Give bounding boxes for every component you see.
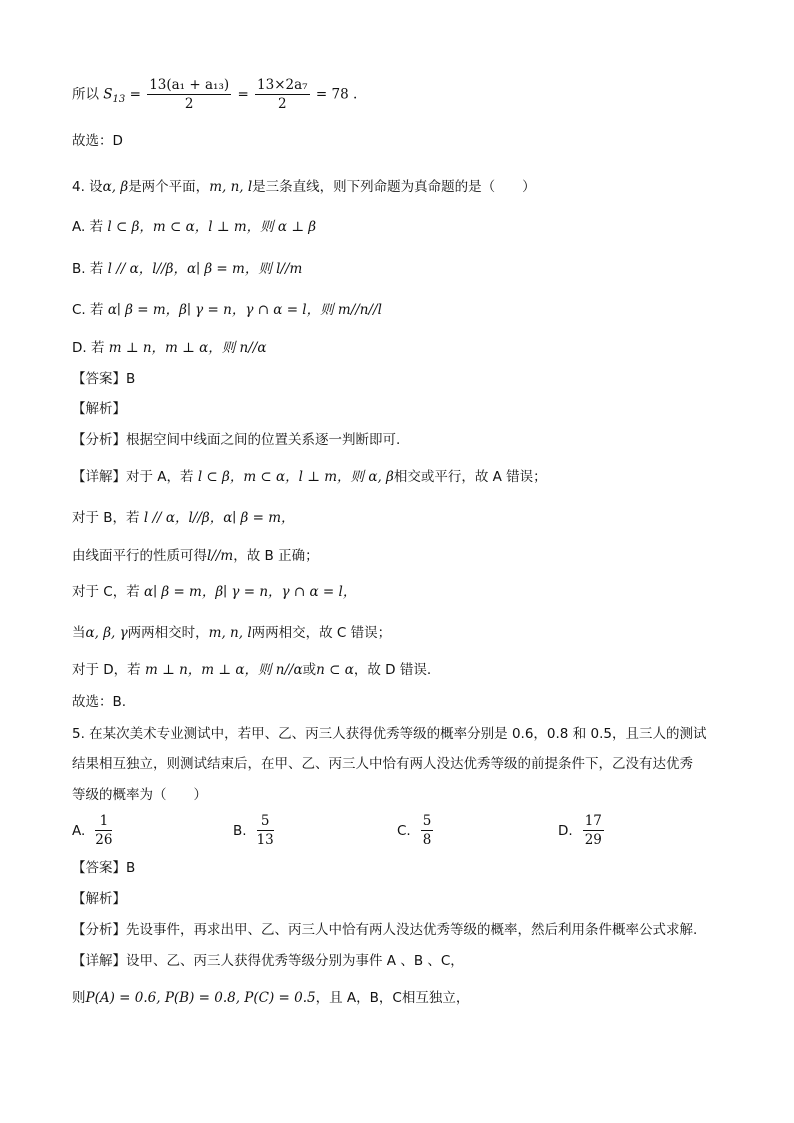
result-value: = 78 . xyxy=(315,86,358,103)
q5-analysis-tag: 【解析】 xyxy=(72,891,126,907)
q4-detail-b: 对于 B，若 l // α，l//β，α∣ β = m， xyxy=(72,510,295,526)
q5-fenxi: 【分析】先设事件，再求出甲、乙、丙三人中恰有两人没达优秀等级的概率，然后利用条件概率公式求解. xyxy=(72,922,698,938)
q5-answer: 【答案】B xyxy=(72,860,136,876)
sum-subscript: 13 xyxy=(112,94,126,106)
q4-option-d: D. 若 m ⊥ n，m ⊥ α，则 n//α xyxy=(72,340,267,356)
prev-answer: 故选：D xyxy=(72,133,123,149)
q4-final: 故选：B. xyxy=(72,694,127,710)
prev-sum-line xyxy=(72,76,357,113)
q5-detail2: 则P(A) = 0.6, P(B) = 0.8, P(C) = 0.5，且 A，B，C相互独立， xyxy=(72,990,470,1006)
sum-symbol: S xyxy=(103,86,113,103)
q5-option-d: D. $\frac{17}{29}$ xyxy=(558,813,602,848)
q4-detail-d: 对于 D，若 m ⊥ n，m ⊥ α，则 n//α或n ⊂ α，故 D 错误. xyxy=(72,662,432,678)
q4-detail-c: 对于 C，若 α∣ β = m，β∣ γ = n，γ ∩ α = l， xyxy=(72,584,357,600)
fraction-2: $\frac{\text{13×2a₇}}{2}$ xyxy=(257,77,308,112)
q4-option-c: C. 若 α∣ β = m，β∣ γ = n，γ ∩ α = l，则 m//n//l xyxy=(72,302,382,318)
q4-stem: 4. 设α, β是两个平面，m, n, l是三条直线，则下列命题为真命题的是（ ） xyxy=(72,179,536,195)
q4-answer: 【答案】B xyxy=(72,371,136,387)
q5-detail: 【详解】设甲、乙、丙三人获得优秀等级分别为事件 A 、B 、C， xyxy=(72,953,464,969)
q5-options xyxy=(72,812,722,852)
q5-stem-line1: 5. 在某次美术专业测试中，若甲、乙、丙三人获得优秀等级的概率分别是 0.6，0.8 和 0.5，且三人的测试 xyxy=(72,726,707,742)
fraction-1: $\frac{\text{13(a₁ + a₁₃)}}{2}$ xyxy=(149,77,230,112)
q5-stem-line2: 结果相互独立，则测试结束后，在甲、乙、丙三人中恰有两人没达优秀等级的前提条件下，乙没有达优秀 xyxy=(72,756,693,772)
equals-sign: = xyxy=(237,86,249,103)
prefix-text: 所以 xyxy=(72,86,99,103)
q5-stem-line3: 等级的概率为（ ） xyxy=(72,787,207,803)
q4-detail-b2: 由线面平行的性质可得l//m，故 B 正确； xyxy=(72,548,319,564)
q4-analysis-tag: 【解析】 xyxy=(72,401,126,417)
q5-option-a: A. $\frac{1}{26}$ xyxy=(72,813,113,848)
equals-sign: = xyxy=(129,86,141,103)
q5-option-c: C. $\frac{5}{8}$ xyxy=(397,813,432,848)
q5-option-b: B. $\frac{5}{13}$ xyxy=(233,813,274,848)
q4-detail-c2: 当α, β, γ两两相交时，m, n, l两两相交，故 C 错误； xyxy=(72,625,392,641)
q4-detail-a: 【详解】对于 A，若 l ⊂ β，m ⊂ α，l ⊥ m，则 α, β相交或平行，故 A 错误； xyxy=(72,469,547,485)
q4-fenxi: 【分析】根据空间中线面之间的位置关系逐一判断即可. xyxy=(72,432,401,448)
q4-option-b: B. 若 l // α，l//β，α∣ β = m，则 l//m xyxy=(72,261,303,277)
q4-option-a: A. 若 l ⊂ β，m ⊂ α，l ⊥ m，则 α ⊥ β xyxy=(72,219,317,235)
